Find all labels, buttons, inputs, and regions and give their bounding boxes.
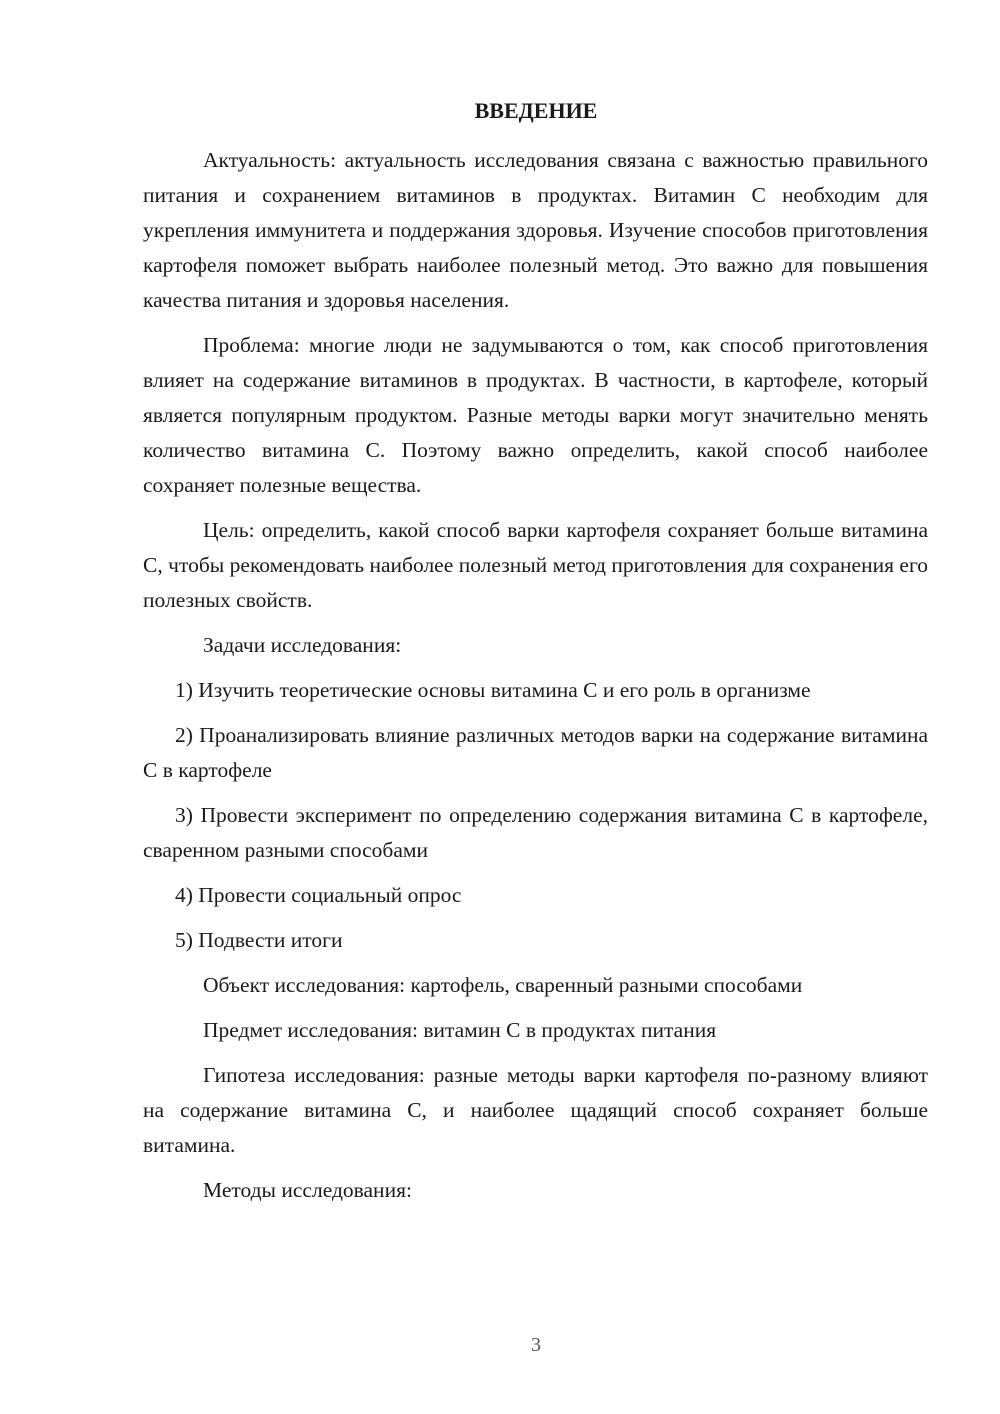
paragraph-relevance: Актуальность: актуальность исследования связана с важностью правильного питания и сохранением витаминов в продуктах. Витамин С необходим для укрепления иммунитета и поддержания здоровья. Изучение способов приготовления картофеля поможет выбрать наиболее полезный метод. Это важно для повышения качества питания и здоровья населения.	[143, 148, 928, 312]
paragraph-subject: Предмет исследования: витамин С в продуктах питания	[203, 1018, 717, 1042]
task-item: 5) Подвести итоги	[175, 928, 343, 952]
paragraph-tasks-heading: Задачи исследования:	[203, 633, 402, 657]
page-number: 3	[531, 1334, 541, 1356]
document-body	[143, 143, 928, 1218]
task-item: 3) Провести эксперимент по определению содержания витамина С в картофеле, сваренном разными способами	[143, 803, 928, 862]
task-item: 1) Изучить теоретические основы витамина С и его роль в организме	[175, 678, 811, 702]
paragraph-problem: Проблема: многие люди не задумываются о том, как способ приготовления влияет на содержание витаминов в продуктах. В частности, в картофеле, который является популярным продуктом. Разные методы варки могут значительно менять количество витамина С. Поэтому важно определить, какой способ наиболее сохраняет полезные вещества.	[143, 333, 928, 497]
paragraph-hypothesis: Гипотеза исследования: разные методы варки картофеля по-разному влияют на содержание витамина С, и наиболее щадящий способ сохраняет больше витамина.	[143, 1063, 928, 1157]
page-title: ВВЕДЕНИЕ	[474, 98, 598, 123]
paragraph-goal: Цель: определить, какой способ варки картофеля сохраняет больше витамина С, чтобы рекомендовать наиболее полезный метод приготовления для сохранения его полезных свойств.	[143, 518, 928, 612]
task-item: 2) Проанализировать влияние различных методов варки на содержание витамина С в картофеле	[143, 723, 928, 782]
task-item: 4) Провести социальный опрос	[175, 883, 462, 907]
paragraph-object: Объект исследования: картофель, сваренный разными способами	[203, 973, 803, 997]
paragraph-methods: Методы исследования:	[203, 1178, 412, 1202]
